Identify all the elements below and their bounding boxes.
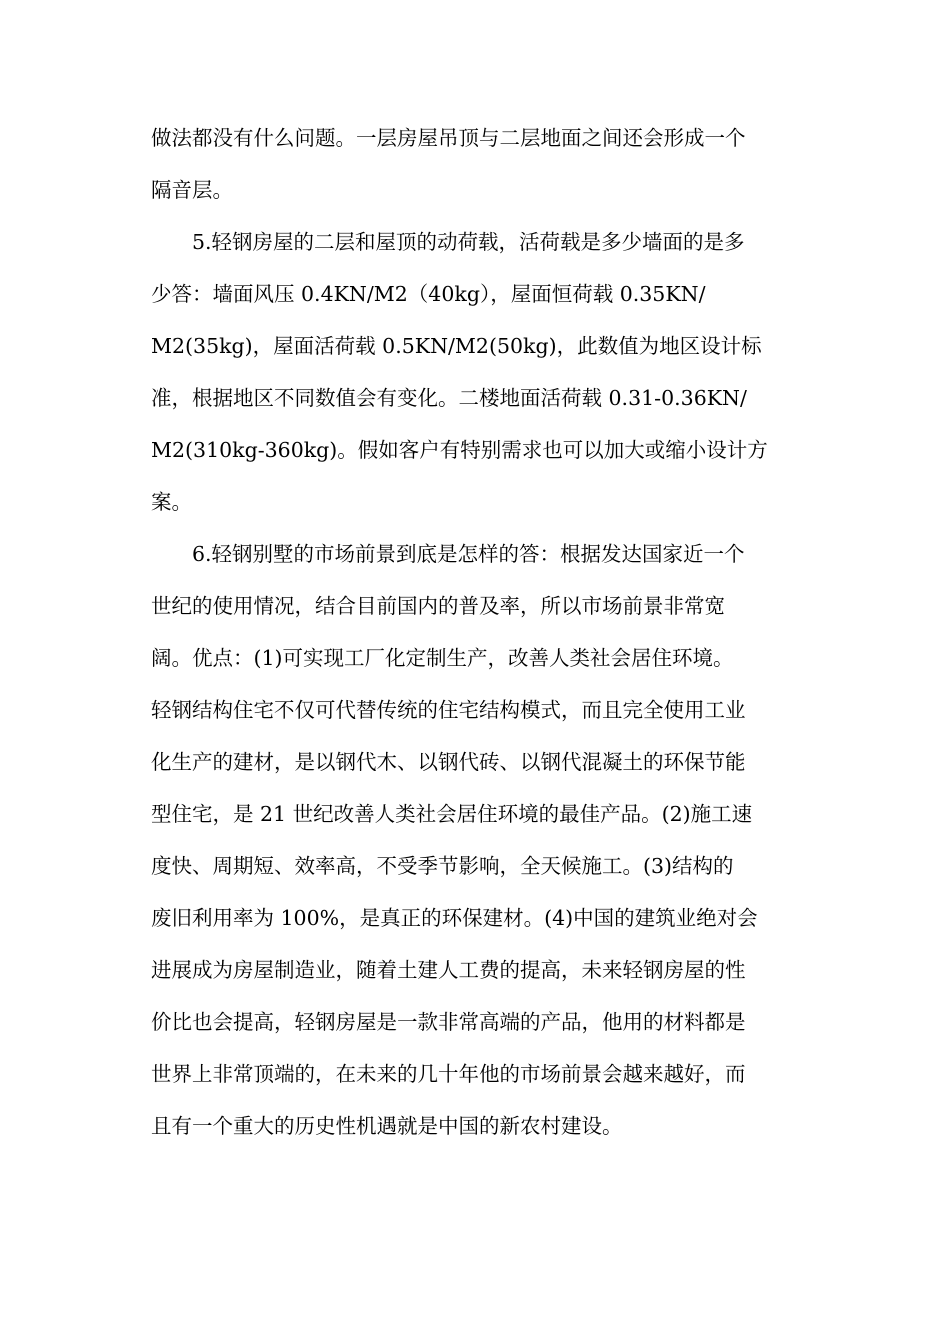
text-line: 化生产的建材，是以钢代木、以钢代砖、以钢代混凝土的环保节能: [151, 750, 746, 774]
text-line: 价比也会提高，轻钢房屋是一款非常高端的产品，他用的材料都是: [151, 1010, 746, 1034]
text-line: 案。: [151, 490, 192, 514]
text-line: 阔。优点：(1)可实现工厂化定制生产，改善人类社会居住环境。: [151, 646, 734, 670]
text-line: 世界上非常顶端的，在未来的几十年他的市场前景会越来越好，而: [151, 1062, 746, 1086]
paragraph-start-line: 5.轻钢房屋的二层和屋顶的动荷载，活荷载是多少墙面的是多: [192, 230, 745, 254]
text-line: 少答：墙面风压 0.4KN/M2（40kg），屋面恒荷载 0.35KN/: [151, 282, 706, 306]
text-line: 度快、周期短、效率高，不受季节影响，全天候施工。(3)结构的: [151, 854, 734, 878]
text-line: 进展成为房屋制造业，随着土建人工费的提高，未来轻钢房屋的性: [151, 958, 746, 982]
paragraph-start-line: 6.轻钢别墅的市场前景到底是怎样的答：根据发达国家近一个: [192, 542, 745, 566]
text-line: 且有一个重大的历史性机遇就是中国的新农村建设。: [151, 1114, 623, 1138]
text-line: 世纪的使用情况，结合目前国内的普及率，所以市场前景非常宽: [151, 594, 725, 618]
text-line: M2(310kg-360kg)。假如客户有特别需求也可以加大或缩小设计方: [151, 438, 768, 462]
text-line: 型住宅，是 21 世纪改善人类社会居住环境的最佳产品。(2)施工速: [151, 802, 753, 826]
text-line: 轻钢结构住宅不仅可代替传统的住宅结构模式，而且完全使用工业: [151, 698, 746, 722]
text-line: M2(35kg)，屋面活荷载 0.5KN/M2(50kg)，此数值为地区设计标: [151, 334, 762, 358]
text-line: 隔音层。: [151, 178, 233, 202]
text-line: 废旧利用率为 100%，是真正的环保建材。(4)中国的建筑业绝对会: [151, 906, 758, 930]
text-line: 准，根据地区不同数值会有变化。二楼地面活荷载 0.31-0.36KN/: [151, 386, 747, 410]
text-line: 做法都没有什么问题。一层房屋吊顶与二层地面之间还会形成一个: [151, 126, 746, 150]
body-text: [151, 112, 811, 1152]
